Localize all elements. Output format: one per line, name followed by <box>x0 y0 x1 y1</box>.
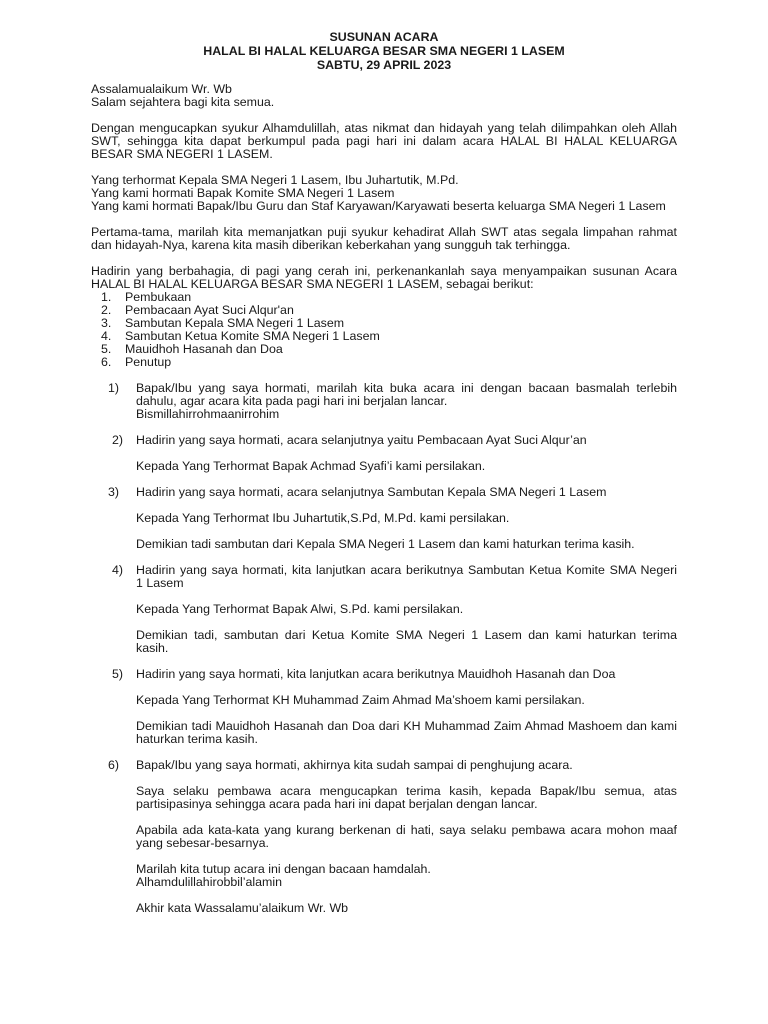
agenda-label: Sambutan Kepala SMA Negeri 1 Lasem <box>125 316 345 330</box>
honorific-line: Yang kami hormati Bapak Komite SMA Negeri 1 Lasem <box>91 186 395 200</box>
section-number: 3) <box>108 485 120 499</box>
greeting-line: Salam sejahtera bagi kita semua. <box>91 95 275 109</box>
opening-paragraph-line: Dengan mengucapkan syukur Alhamdulillah, atas nikmat dan hidayah yang telah dilimpahkan oleh Allah <box>91 121 677 135</box>
honorific-line: Yang kami hormati Bapak/Ibu Guru dan Staf Karyawan/Karyawati beserta keluarga SMA Negeri 1 Lasem <box>91 199 666 213</box>
apology-line: Apabila ada kata-kata yang kurang berkenan di hati, saya selaku pembawa acara mohon maaf <box>136 823 677 837</box>
agenda-number: 4. <box>101 329 112 343</box>
agenda-label: Pembukaan <box>125 290 192 304</box>
section-number: 1) <box>108 381 120 395</box>
section-invite-line: Kepada Yang Terhormat Bapak Achmad Syafi’i kami persilakan. <box>136 459 486 473</box>
section-closing-line: haturkan terima kasih. <box>136 732 258 746</box>
agenda-number: 3. <box>101 316 112 330</box>
gratitude-paragraph-line: dan hidayah-Nya, karena kita masih diberikan keberkahan yang sungguh tak terhingga. <box>91 238 571 252</box>
agenda-label: Pembacaan Ayat Suci Alqur'an <box>125 303 294 317</box>
event-title: HALAL BI HALAL KELUARGA BESAR SMA NEGERI 1 LASEM <box>203 44 565 58</box>
section-text-line: Bapak/Ibu yang saya hormati, marilah kita buka acara ini dengan bacaan basmalah terlebih <box>136 381 677 395</box>
agenda-label: Mauidhoh Hasanah dan Doa <box>125 342 283 356</box>
apology-line: yang sebesar-besarnya. <box>136 836 269 850</box>
agenda-label: Sambutan Ketua Komite SMA Negeri 1 Lasem <box>125 329 380 343</box>
thanks-line: Saya selaku pembawa acara mengucapkan terima kasih, kepada Bapak/Ibu semua, atas <box>136 784 677 798</box>
section-text-line: Hadirin yang saya hormati, acara selanjutnya Sambutan Kepala SMA Negeri 1 Lasem <box>136 485 607 499</box>
agenda-number: 1. <box>101 290 112 304</box>
section-text-line: Bapak/Ibu yang saya hormati, akhirnya kita sudah sampai di penghujung acara. <box>136 758 573 772</box>
section-text-line: Hadirin yang saya hormati, kita lanjutkan acara berikutnya Mauidhoh Hasanah dan Doa <box>136 667 616 681</box>
thanks-line: partisipasinya sehingga acara pada hari ini dapat berjalan dengan lancar. <box>136 797 538 811</box>
event-date: SABTU, 29 APRIL 2023 <box>316 58 452 72</box>
section-closing-line: Demikian tadi sambutan dari Kepala SMA Negeri 1 Lasem dan kami haturkan terima kasih. <box>136 537 635 551</box>
section-closing-line: Demikian tadi, sambutan dari Ketua Komite SMA Negeri 1 Lasem dan kami haturkan terima <box>136 628 677 642</box>
intro-paragraph-line: Hadirin yang berbahagia, di pagi yang cerah ini, perkenankanlah saya menyampaikan susunan Acara <box>91 264 677 278</box>
section-number: 4) <box>112 563 124 577</box>
section-text-line: 1 Lasem <box>136 576 184 590</box>
farewell-line: Akhir kata Wassalamu’alaikum Wr. Wb <box>136 901 349 915</box>
section-text-line: Hadirin yang saya hormati, kita lanjutkan acara berikutnya Sambutan Ketua Komite SMA Negeri <box>136 563 677 577</box>
basmalah-text: Bismillahirrohmaanirrohim <box>136 407 280 421</box>
greeting-line: Assalamualaikum Wr. Wb <box>91 82 232 96</box>
section-invite-line: Kepada Yang Terhormat KH Muhammad Zaim Ahmad Ma’shoem kami persilakan. <box>136 693 585 707</box>
section-closing-line: kasih. <box>136 641 169 655</box>
agenda-number: 5. <box>101 342 112 356</box>
opening-paragraph-line: BESAR SMA NEGERI 1 LASEM. <box>91 147 273 161</box>
section-number: 2) <box>112 433 124 447</box>
section-invite-line: Kepada Yang Terhormat Ibu Juhartutik,S.Pd, M.Pd. kami persilakan. <box>136 511 510 525</box>
section-number: 6) <box>108 758 120 772</box>
agenda-number: 6. <box>101 355 112 369</box>
document-title: SUSUNAN ACARA <box>329 30 439 44</box>
section-number: 5) <box>112 667 124 681</box>
section-text-line: Hadirin yang saya hormati, acara selanjutnya yaitu Pembacaan Ayat Suci Alqur’an <box>136 433 587 447</box>
section-text-line: dahulu, agar acara kita pada pagi hari ini berjalan lancar. <box>136 394 448 408</box>
agenda-number: 2. <box>101 303 112 317</box>
intro-paragraph-line: HALAL BI HALAL KELUARGA BESAR SMA NEGERI 1 LASEM, sebagai berikut: <box>91 277 534 291</box>
honorific-line: Yang terhormat Kepala SMA Negeri 1 Lasem, Ibu Juhartutik, M.Pd. <box>91 173 459 187</box>
agenda-label: Penutup <box>125 355 172 369</box>
section-invite-line: Kepada Yang Terhormat Bapak Alwi, S.Pd. kami persilakan. <box>136 602 464 616</box>
gratitude-paragraph-line: Pertama-tama, marilah kita memanjatkan puji syukur kehadirat Allah SWT atas segala limpahan rahmat <box>91 225 677 239</box>
hamdalah-line: Alhamdulillahirobbil’alamin <box>136 875 283 889</box>
opening-paragraph-line: SWT, sehingga kita dapat berkumpul pada pagi hari ini dalam acara HALAL BI HALAL KELUARGA <box>91 134 677 148</box>
section-closing-line: Demikian tadi Mauidhoh Hasanah dan Doa dari KH Muhammad Zaim Ahmad Mashoem dan kami <box>136 719 677 733</box>
hamdalah-line: Marilah kita tutup acara ini dengan bacaan hamdalah. <box>136 862 431 876</box>
